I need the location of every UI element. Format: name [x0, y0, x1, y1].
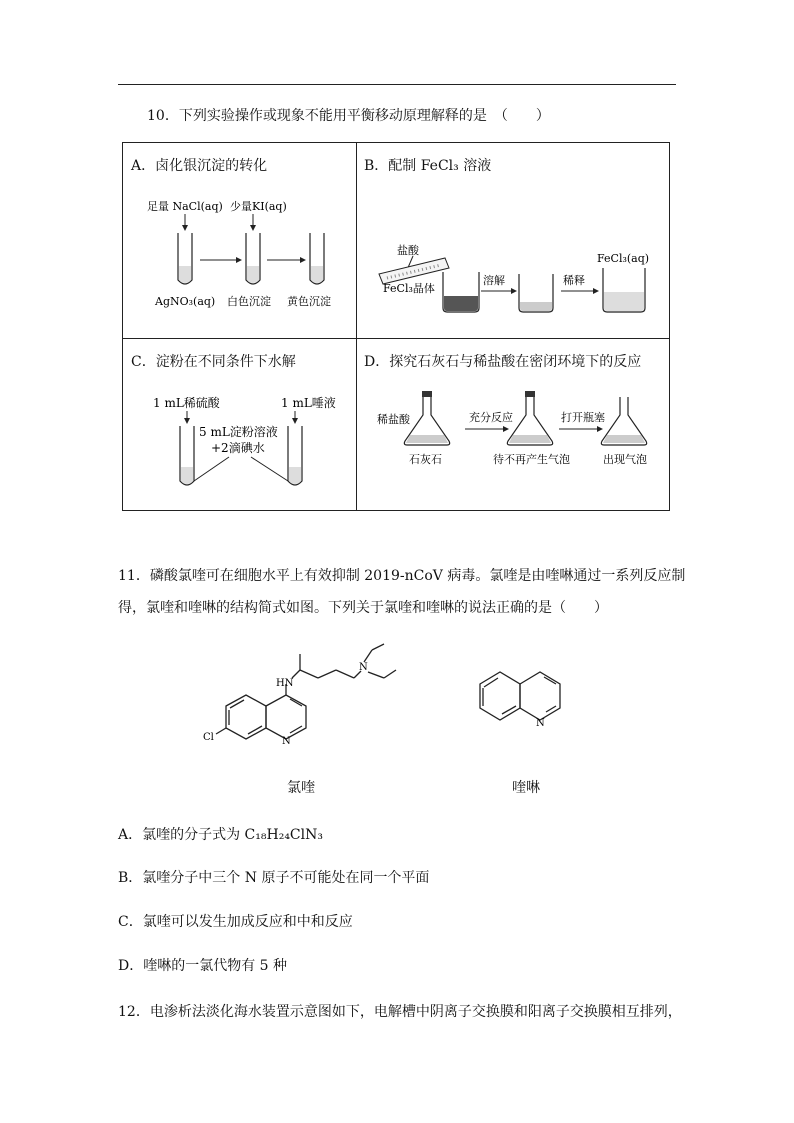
label-dilute-hcl: 稀盐酸: [377, 413, 410, 426]
arrowhead-c-1: [184, 418, 190, 424]
q10-option-b-diagram: [357, 188, 671, 338]
label-hcl: 盐酸: [397, 244, 419, 257]
label-ki: 少量KI(aq): [230, 200, 287, 213]
header-rule: [118, 84, 676, 85]
arrowhead-d-2: [597, 426, 603, 432]
chloroquine-label: 氯喹: [287, 780, 315, 796]
atom-n-quinoline: N: [536, 718, 545, 729]
test-tube-c-1-liquid: [181, 467, 193, 484]
label-starch-solution: 5 mL淀粉溶液: [199, 425, 278, 439]
test-tube-c-2-liquid: [289, 467, 301, 484]
q11-stem-line2: 得，氯喹和喹啉的结构简式如图。下列关于氯喹和喹啉的说法正确的是（ ）: [118, 600, 608, 616]
q10-option-b-title: B．配制 FeCl₃ 溶液: [364, 158, 492, 174]
label-dilute-h2so4: 1 mL稀硫酸: [153, 396, 220, 410]
chloroquine-pyridine-ring: [266, 695, 306, 739]
atom-n-amine: N: [359, 662, 368, 673]
q10-option-d-title: D．探究石灰石与稀盐酸在密闭环境下的反应: [364, 354, 642, 370]
atom-n-ring: N: [282, 736, 291, 747]
q11-structures: [200, 640, 600, 760]
arrowhead-b-1: [511, 288, 517, 294]
flask-1-liquid: [406, 435, 448, 443]
q10-option-a-diagram: [123, 188, 356, 338]
label-iodine-water: +2滴碘水: [211, 441, 265, 455]
arrowhead-2: [250, 225, 256, 231]
test-tube-1-liquid: [179, 266, 191, 283]
stopper-2: [525, 391, 535, 397]
q11-option-c: C．氯喹可以发生加成反应和中和反应: [118, 914, 353, 930]
label-full-reaction: 充分反应: [469, 411, 513, 424]
test-tube-3-liquid: [311, 266, 323, 283]
quinoline-pyridine-ring: [520, 672, 560, 720]
quinoline-benzene-ring: [480, 672, 520, 720]
label-fecl3-aq: FeCl₃(aq): [597, 252, 650, 265]
q10-option-c-diagram: [123, 381, 356, 511]
beaker-1-crystal: [444, 296, 478, 311]
q12-stem-line1: 12．电渗析法淡化海水装置示意图如下，电解槽中阴离子交换膜和阳离子交换膜相互排列，: [118, 1004, 682, 1020]
q10-option-a-title: A．卤化银沉淀的转化: [131, 158, 268, 174]
label-open-stopper: 打开瓶塞: [561, 411, 605, 424]
arrowhead-3: [236, 257, 242, 263]
label-dissolve: 溶解: [483, 274, 505, 287]
stopper-1: [422, 391, 432, 397]
chloroquine-structure: [216, 644, 396, 739]
arrowhead-d-1: [503, 426, 509, 432]
label-bubbles-appear: 出现气泡: [603, 453, 647, 466]
table-horizontal-divider: [123, 338, 669, 339]
arrowhead-c-2: [292, 418, 298, 424]
label-dilute: 稀释: [563, 274, 585, 287]
label-saliva: 1 mL唾液: [281, 396, 336, 410]
atom-cl: Cl: [203, 732, 214, 743]
q11-stem-line1: 11．磷酸氯喹可在细胞水平上有效抑制 2019-nCoV 病毒。氯喹是由喹啉通过一系列反应制: [118, 568, 686, 584]
quinoline-structure: [480, 672, 560, 720]
arrowhead-b-2: [593, 288, 599, 294]
q11-option-a: A．氯喹的分子式为 C₁₈H₂₄ClN₃: [118, 827, 323, 843]
arrowhead-1: [182, 225, 188, 231]
label-nacl: 足量 NaCl(aq): [147, 200, 223, 213]
label-yellow-precipitate: 黄色沉淀: [287, 295, 331, 308]
q11-option-d: D．喹啉的一氯代物有 5 种: [118, 958, 288, 974]
q11-option-b: B．氯喹分子中三个 N 原子不可能处在同一个平面: [118, 870, 430, 886]
label-no-more-bubbles: 待不再产生气泡: [493, 453, 570, 466]
q10-option-d-diagram: [357, 381, 671, 511]
q10-option-table: [122, 142, 670, 511]
beaker-2-liquid: [520, 302, 552, 311]
graduated-cylinder: [379, 258, 449, 284]
test-tube-2-liquid: [247, 266, 259, 283]
q10-stem: 10．下列实验操作或现象不能用平衡移动原理解释的是 （ ）: [147, 108, 550, 124]
label-agno3: AgNO₃(aq): [155, 295, 216, 308]
q10-option-c-title: C．淀粉在不同条件下水解: [131, 354, 296, 370]
chloroquine-benzene-ring: [226, 695, 266, 739]
label-limestone: 石灰石: [409, 453, 442, 466]
pointer-c-2: [251, 457, 288, 481]
label-fecl3-crystal: FeCl₃晶体: [383, 282, 435, 295]
atom-hn: HN: [276, 678, 294, 689]
pointer-c-1: [194, 457, 229, 481]
label-white-precipitate: 白色沉淀: [227, 295, 271, 308]
flask-2-liquid: [509, 435, 551, 443]
flask-3-liquid: [603, 435, 645, 443]
quinoline-label: 喹啉: [512, 780, 540, 796]
arrowhead-4: [300, 257, 306, 263]
beaker-3-liquid: [604, 292, 644, 311]
